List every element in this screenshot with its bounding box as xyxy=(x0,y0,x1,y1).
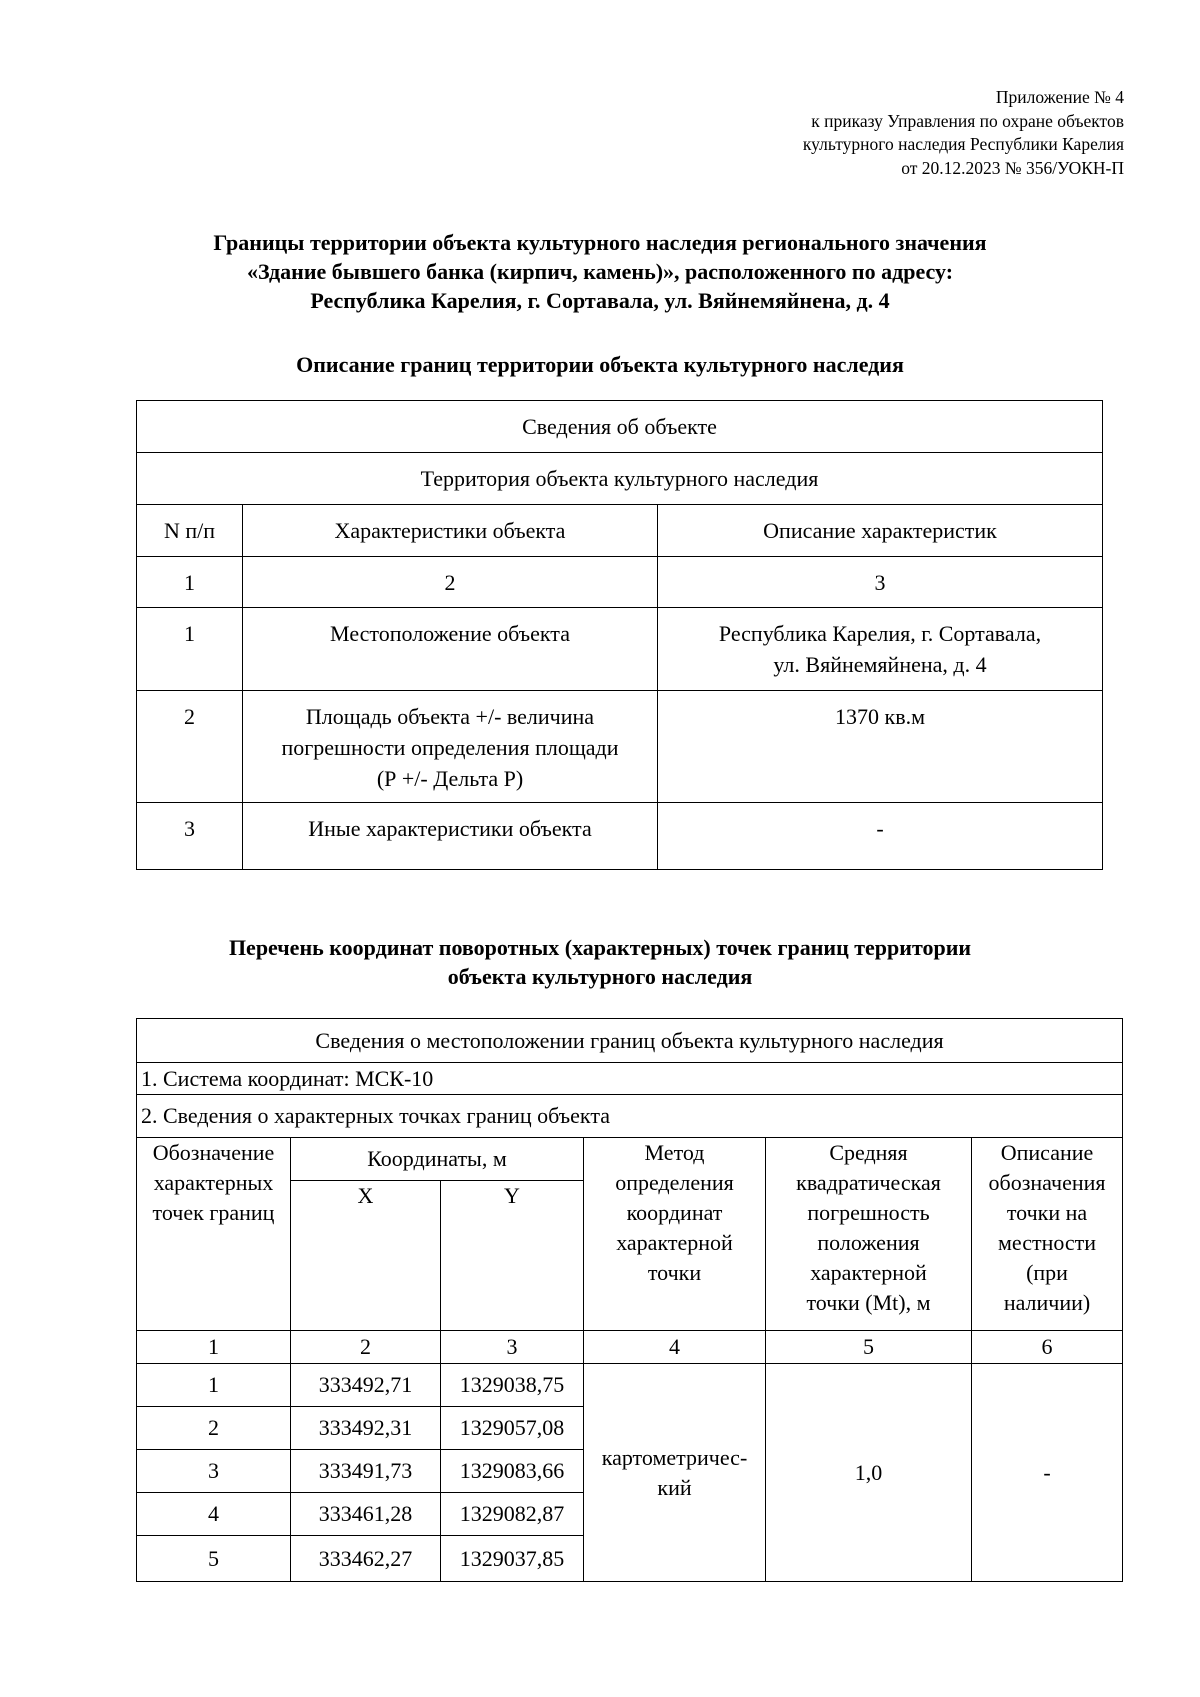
header-line: точек границ xyxy=(152,1200,275,1225)
row-num: 1 xyxy=(137,608,243,691)
table-row xyxy=(137,803,1103,870)
points-info: 2. Сведения о характерных точках границ объекта xyxy=(137,1095,1123,1138)
row-num: 3 xyxy=(137,803,243,870)
header-line: характерной xyxy=(810,1260,927,1285)
point-x: 333461,28 xyxy=(291,1493,441,1536)
title-line-1: Границы территории объекта культурного наследия регионального значения xyxy=(213,230,987,255)
header-line: наличии) xyxy=(1003,1290,1091,1315)
col-index: 1 xyxy=(137,1331,291,1364)
header-line: координат xyxy=(626,1200,723,1225)
coords-table-title: Сведения о местоположении границ объекта культурного наследия xyxy=(137,1019,1123,1063)
error-cell: 1,0 xyxy=(766,1364,972,1582)
row-characteristic xyxy=(243,691,658,803)
title-line-2: «Здание бывшего банка (кирпич, камень)», расположенного по адресу: xyxy=(246,259,954,284)
col-index: 2 xyxy=(243,557,658,608)
col-index: 3 xyxy=(658,557,1103,608)
col-header-y: Y xyxy=(441,1181,584,1331)
object-info-table xyxy=(136,400,1103,870)
method-line: кий xyxy=(657,1474,692,1500)
col-index: 2 xyxy=(291,1331,441,1364)
method-line: картометричес- xyxy=(601,1444,748,1470)
row-num: 2 xyxy=(137,691,243,803)
document-title xyxy=(0,228,1200,315)
header-line: точки (Mt), м xyxy=(806,1290,931,1315)
point-x: 333462,27 xyxy=(291,1536,441,1582)
col-header-point-designation xyxy=(137,1138,291,1331)
table-header-info: Сведения об объекте xyxy=(137,401,1103,453)
header-line: характерных xyxy=(153,1170,274,1195)
col-header-num: N п/п xyxy=(137,505,243,557)
header-line: Средняя xyxy=(829,1140,908,1165)
point-x: 333491,73 xyxy=(291,1450,441,1493)
characteristic-line: погрешности определения площади xyxy=(281,735,619,760)
point-number: 5 xyxy=(137,1536,291,1582)
description-line: ул. Вяйнемяйнена, д. 4 xyxy=(773,652,987,677)
characteristic-line: (Р +/- Дельта Р) xyxy=(376,766,524,791)
col-header-x: X xyxy=(291,1181,441,1331)
point-y: 1329038,75 xyxy=(441,1364,584,1407)
appendix-order-ref: к приказу Управления по охране объектов xyxy=(811,110,1124,131)
col-header-characteristic: Характеристики объекта xyxy=(243,505,658,557)
appendix-date: от 20.12.2023 № 356/УОКН-П xyxy=(901,157,1124,178)
header-line: определения xyxy=(615,1170,734,1195)
col-index: 1 xyxy=(137,557,243,608)
description-line: Республика Карелия, г. Сортавала, xyxy=(718,621,1042,646)
row-characteristic: Иные характеристики объекта xyxy=(243,803,658,870)
row-description xyxy=(658,608,1103,691)
header-line: точки xyxy=(647,1260,702,1285)
header-line: (при xyxy=(1026,1260,1068,1285)
characteristic-line: Площадь объекта +/- величина xyxy=(305,704,595,729)
row-description: - xyxy=(658,803,1103,870)
col-header-point-description xyxy=(972,1138,1123,1331)
col-index: 6 xyxy=(972,1331,1123,1364)
point-y: 1329057,08 xyxy=(441,1407,584,1450)
point-x: 333492,31 xyxy=(291,1407,441,1450)
header-line: квадратическая xyxy=(796,1170,941,1195)
header-line: Описание xyxy=(1000,1140,1094,1165)
header-line: погрешность xyxy=(807,1200,930,1225)
row-description: 1370 кв.м xyxy=(658,691,1103,803)
col-index: 4 xyxy=(584,1331,766,1364)
table-row xyxy=(137,691,1103,803)
point-y: 1329082,87 xyxy=(441,1493,584,1536)
point-number: 1 xyxy=(137,1364,291,1407)
appendix-header xyxy=(803,86,1124,180)
point-number: 3 xyxy=(137,1450,291,1493)
col-header-description: Описание характеристик xyxy=(658,505,1103,557)
col-header-error xyxy=(766,1138,972,1331)
point-description-cell: - xyxy=(972,1364,1123,1582)
point-x: 333492,71 xyxy=(291,1364,441,1407)
title-line-3: Республика Карелия, г. Сортавала, ул. Вяйнемяйнена, д. 4 xyxy=(310,288,890,313)
header-line: характерной xyxy=(616,1230,733,1255)
section2-heading xyxy=(0,933,1200,991)
col-index: 5 xyxy=(766,1331,972,1364)
point-number: 2 xyxy=(137,1407,291,1450)
coordinates-table xyxy=(136,1018,1123,1582)
section2-heading-line: объекта культурного наследия xyxy=(447,964,753,989)
header-line: положения xyxy=(817,1230,920,1255)
point-number: 4 xyxy=(137,1493,291,1536)
coordinate-system: 1. Система координат: МСК-10 xyxy=(137,1063,1123,1095)
col-header-method xyxy=(584,1138,766,1331)
header-line: местности xyxy=(997,1230,1097,1255)
section1-heading: Описание границ территории объекта культурного наследия xyxy=(296,352,904,377)
header-line: обозначения xyxy=(988,1170,1106,1195)
method-cell xyxy=(584,1364,766,1582)
table-header-territory: Территория объекта культурного наследия xyxy=(137,453,1103,505)
table-row xyxy=(137,608,1103,691)
col-index: 3 xyxy=(441,1331,584,1364)
header-line: Обозначение xyxy=(152,1140,275,1165)
col-header-coordinates: Координаты, м xyxy=(291,1138,584,1181)
point-y: 1329083,66 xyxy=(441,1450,584,1493)
row-characteristic: Местоположение объекта xyxy=(243,608,658,691)
section2-heading-line: Перечень координат поворотных (характерных) точек границ территории xyxy=(228,935,972,960)
header-line: точки на xyxy=(1006,1200,1088,1225)
appendix-number: Приложение № 4 xyxy=(995,87,1124,107)
appendix-authority: культурного наследия Республики Карелия xyxy=(802,134,1124,155)
point-y: 1329037,85 xyxy=(441,1536,584,1582)
header-line: Метод xyxy=(644,1140,705,1165)
table-row xyxy=(137,1364,1123,1407)
